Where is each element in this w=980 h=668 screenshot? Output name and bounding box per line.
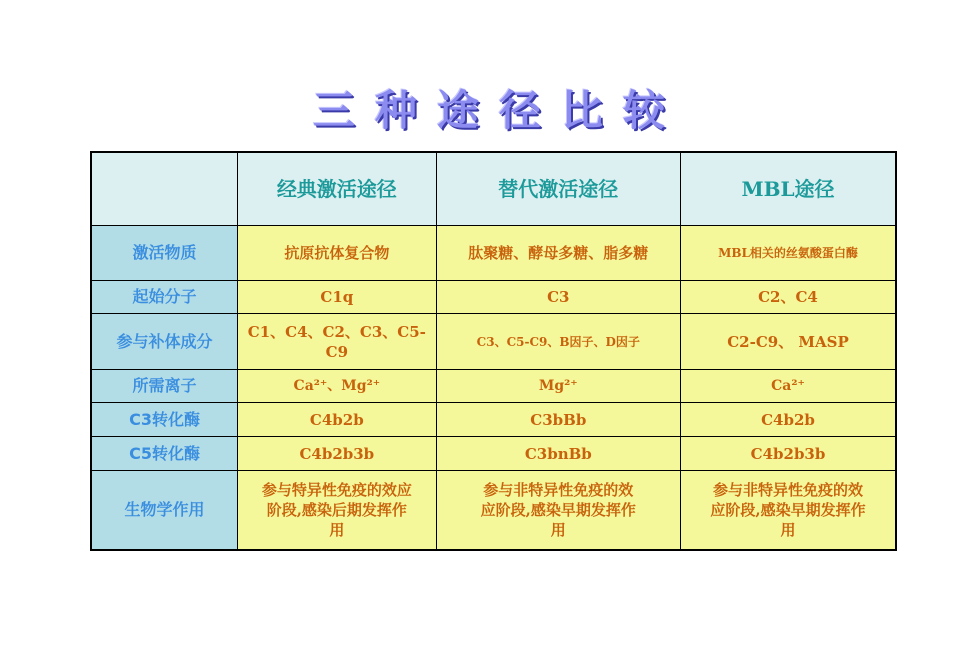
table-cell: Mg²⁺: [436, 370, 680, 403]
page-title: 三种途径比较: [312, 86, 685, 135]
table-cell: C3bBb: [436, 403, 680, 437]
table-row: [91, 403, 896, 437]
table-cell: 参与特异性免疫的效应阶段,感染后期发挥作用: [238, 471, 437, 550]
table-cell: C1、C4、C2、C3、C5-C9: [238, 314, 437, 370]
table-cell: 参与非特异性免疫的效应阶段,感染早期发挥作用: [681, 471, 897, 550]
header-classical-pathway: 经典激活途径: [238, 152, 437, 226]
row-label: 参与补体成分: [91, 314, 238, 370]
table-row: [91, 314, 896, 370]
table-cell: C3bnBb: [436, 437, 680, 471]
table-cell: 参与非特异性免疫的效应阶段,感染早期发挥作用: [436, 471, 680, 550]
header-mbl-pathway: MBL途径: [681, 152, 897, 226]
table-cell: Ca²⁺: [681, 370, 897, 403]
row-label: 起始分子: [91, 281, 238, 314]
table-cell: C4b2b: [238, 403, 437, 437]
comparison-table: [90, 151, 897, 551]
table-cell: C3: [436, 281, 680, 314]
table-row: [91, 471, 896, 550]
table-cell: C4b2b: [681, 403, 897, 437]
row-label: C3转化酶: [91, 403, 238, 437]
table-cell: C2、C4: [681, 281, 897, 314]
table-cell: C1q: [238, 281, 437, 314]
table-row: [91, 226, 896, 281]
table-header-row: [91, 152, 896, 226]
table-cell: C2-C9、 MASP: [681, 314, 897, 370]
table-row: [91, 437, 896, 471]
row-label: C5转化酶: [91, 437, 238, 471]
table-row: [91, 281, 896, 314]
table-cell: C3、C5-C9、B因子、D因子: [436, 314, 680, 370]
header-alternative-pathway: 替代激活途径: [436, 152, 680, 226]
table-cell: 肽聚糖、酵母多糖、脂多糖: [436, 226, 680, 281]
row-label: 所需离子: [91, 370, 238, 403]
table-cell: C4b2b3b: [681, 437, 897, 471]
row-label: 激活物质: [91, 226, 238, 281]
table-row: [91, 370, 896, 403]
table-cell: 抗原抗体复合物: [238, 226, 437, 281]
header-cell-empty: [91, 152, 238, 226]
table-cell: MBL相关的丝氨酸蛋白酶: [681, 226, 897, 281]
table-cell: Ca²⁺、Mg²⁺: [238, 370, 437, 403]
table-cell: C4b2b3b: [238, 437, 437, 471]
row-label: 生物学作用: [91, 471, 238, 550]
